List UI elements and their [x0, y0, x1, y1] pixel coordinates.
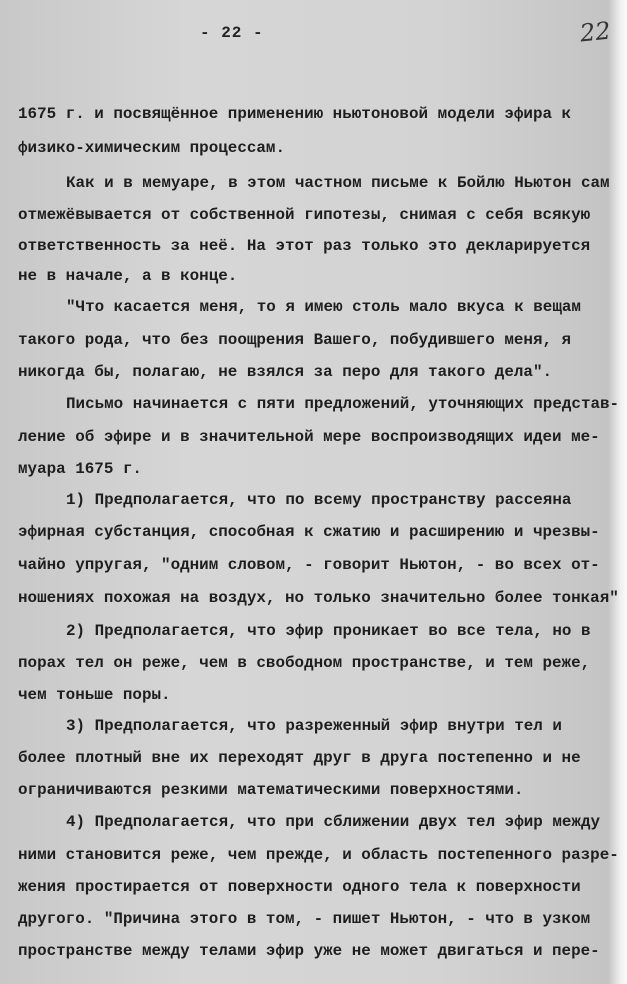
text-line: ление об эфире и в значительной мере воспроизводящих идеи ме- [18, 428, 600, 446]
text-line: отмежёвывается от собственной гипотезы, снимая с себя всякую [18, 206, 591, 224]
text-line: более плотный вне их переходят друг в друга постепенно и не [18, 749, 581, 767]
text-line: ними становится реже, чем прежде, и область постепенного разре- [18, 846, 619, 864]
text-line: чем тоньше поры. [18, 686, 171, 704]
text-line: не в начале, а в конце. [18, 267, 238, 285]
text-line: физико-химическим процессам. [18, 139, 286, 157]
text-line: никогда бы, полагаю, не взялся за перо для такого дела". [18, 363, 553, 381]
text-line: "Что касается меня, то я имею столь мало вкуса к вещам [66, 298, 581, 316]
text-line: порах тел он реже, чем в свободном пространстве, и тем реже, [18, 654, 591, 672]
page-number: - 22 - [200, 24, 264, 42]
text-line: ответственность за неё. На этот раз только это декларируется [18, 237, 591, 255]
text-line: другого. "Причина этого в том, - пишет Ньютон, - что в узком [18, 910, 591, 928]
text-line: ограничиваются резкими математическими поверхностями. [18, 781, 524, 799]
text-line: Письмо начинается с пяти предложений, уточняющих представ- [66, 395, 620, 413]
text-line: 1) Предполагается, что по всему пространству рассеяна [66, 491, 572, 509]
text-line: 3) Предполагается, что разреженный эфир внутри тел и [66, 717, 562, 735]
text-line: ношениях похожая на воздух, но только значительно более тонкая" [18, 589, 619, 607]
text-line: 2) Предполагается, что эфир проникает во все тела, но в [66, 622, 591, 640]
text-line: Как и в мемуаре, в этом частном письме к Бойлю Ньютон сам [66, 174, 610, 192]
text-line: пространстве между телами эфир уже не может двигаться и пере- [18, 942, 600, 960]
text-line: чайно упругая, "одним словом, - говорит Ньютон, - во всех от- [18, 556, 600, 574]
text-line: муара 1675 г. [18, 460, 142, 478]
handwritten-page-number: 22 [578, 16, 612, 48]
text-line: жения простирается от поверхности одного тела к поверхности [18, 878, 581, 896]
text-line: 1675 г. и посвящённое применению ньютоновой модели эфира к [18, 105, 572, 123]
text-line: такого рода, что без поощрения Вашего, побудившего меня, я [18, 331, 572, 349]
text-line: эфирная субстанция, способная к сжатию и расширению и чрезвы- [18, 523, 600, 541]
text-line: 4) Предполагается, что при сближении двух тел эфир между [66, 813, 601, 831]
